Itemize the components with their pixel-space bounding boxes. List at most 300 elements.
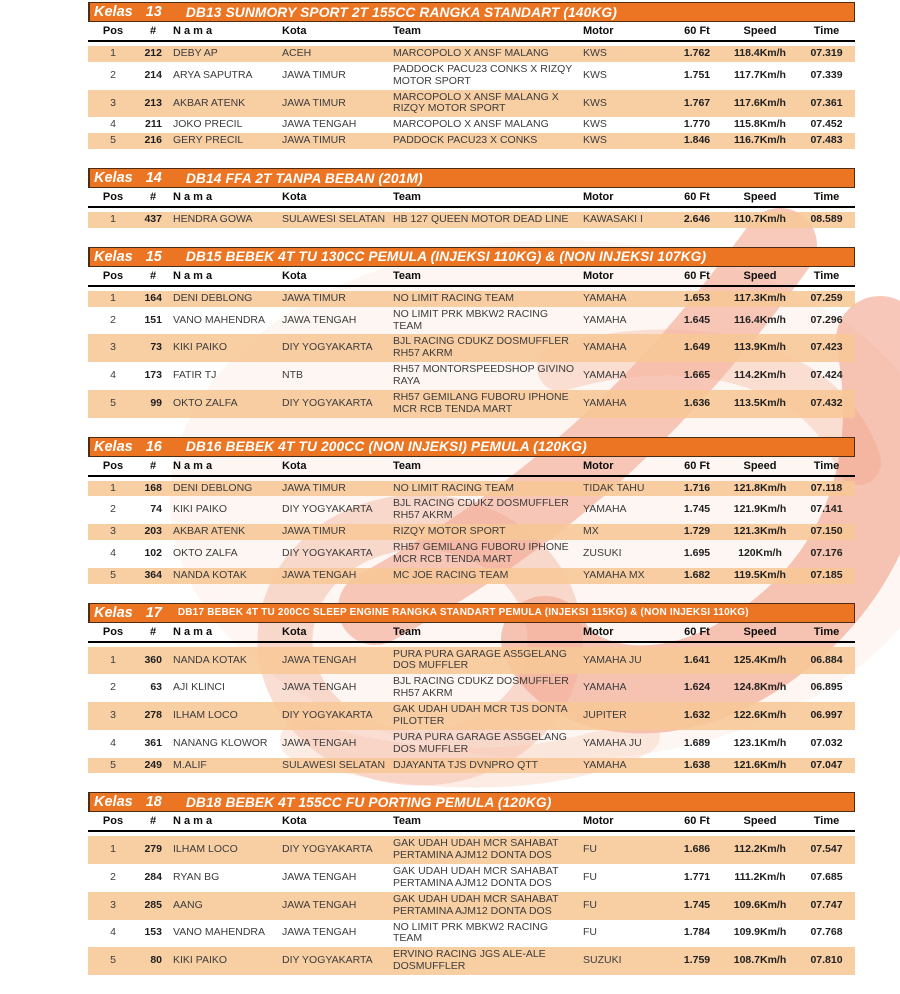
cell-kota: JAWA TENGAH xyxy=(282,736,357,749)
cell-motor: KAWASAKI I xyxy=(583,213,643,226)
cell-time: 07.483 xyxy=(810,134,843,147)
column-header-kota: Kota xyxy=(277,813,388,831)
cell-sixty: 1.632 xyxy=(683,708,711,721)
cell-team: PADDOCK PACU23 CONKS X RIZQY MOTOR SPORT xyxy=(393,62,573,87)
cell-kota: DIY YOGYAKARTA xyxy=(282,708,373,721)
cell-pos: 5 xyxy=(110,396,116,409)
cell-pos: 2 xyxy=(110,871,116,883)
cell-nama: JOKO PRECIL xyxy=(173,118,243,131)
result-row xyxy=(88,702,855,730)
cell-sixty: 1.641 xyxy=(683,653,711,666)
cell-sixty: 1.649 xyxy=(683,341,711,354)
column-header-sixty: 60 Ft xyxy=(672,189,722,207)
column-header-team: Team xyxy=(388,268,578,286)
cell-nama: GERY PRECIL xyxy=(173,134,244,147)
cell-team: GAK UDAH UDAH MCR SAHABAT PERTAMINA AJM12 DONTA DOS xyxy=(393,865,559,889)
cell-kota: JAWA TENGAH xyxy=(282,871,357,883)
cell-kota: DIY YOGYAKARTA xyxy=(282,954,373,967)
cell-speed: 118.4Km/h xyxy=(734,47,786,59)
kelas-number: 16 xyxy=(145,438,162,455)
cell-nama: AANG xyxy=(173,898,203,911)
cell-sixty: 1.759 xyxy=(683,954,711,967)
cell-nama: ILHAM LOCO xyxy=(173,843,238,856)
cell-speed: 116.4Km/h xyxy=(734,313,786,326)
kelas-section xyxy=(88,437,855,584)
cell-sixty: 1.665 xyxy=(683,369,711,382)
cell-num: 211 xyxy=(145,118,162,131)
cell-team: HB 127 QUEEN MOTOR DEAD LINE xyxy=(393,213,569,226)
cell-team: GAK UDAH UDAH MCR SAHABAT PERTAMINA AJM12 DONTA DOS xyxy=(393,892,559,917)
cell-speed: 121.6Km/h xyxy=(733,758,787,771)
kelas-word: Kelas xyxy=(94,438,133,455)
cell-nama: RYAN BG xyxy=(173,871,220,883)
cell-sixty: 1.624 xyxy=(683,681,711,694)
result-row xyxy=(88,362,855,390)
cell-pos: 3 xyxy=(110,898,116,911)
cell-pos: 3 xyxy=(110,96,116,109)
cell-time: 07.141 xyxy=(810,503,843,516)
column-header-nama: N a m a xyxy=(168,268,277,286)
column-header-kota: Kota xyxy=(277,189,388,207)
cell-kota: JAWA TENGAH xyxy=(282,568,357,581)
kelas-word: Kelas xyxy=(94,248,133,265)
result-row xyxy=(88,133,855,149)
cell-motor: JUPITER xyxy=(583,708,627,721)
result-row xyxy=(88,674,855,702)
column-header-nama: N a m a xyxy=(168,458,277,476)
cell-nama: ARYA SAPUTRA xyxy=(173,68,253,81)
cell-num: 99 xyxy=(150,396,162,409)
column-header-pos: Pos xyxy=(88,813,138,831)
cell-team: NO LIMIT RACING TEAM xyxy=(393,481,514,494)
cell-sixty: 1.846 xyxy=(683,134,711,147)
cell-kota: SULAWESI SELATAN xyxy=(282,758,386,771)
cell-motor: YAMAHA xyxy=(583,681,627,694)
result-row xyxy=(88,540,855,568)
cell-motor: FU xyxy=(583,843,597,856)
column-header-pos: Pos xyxy=(88,23,138,41)
column-header-num: # xyxy=(138,458,168,476)
cell-sixty: 1.762 xyxy=(683,47,711,59)
cell-pos: 3 xyxy=(110,341,116,354)
cell-nama: KIKI PAIKO xyxy=(173,503,228,516)
cell-num: 74 xyxy=(150,503,162,516)
cell-team: MARCOPOLO X ANSF MALANG X RIZQY MOTOR SPORT xyxy=(393,90,559,115)
result-row xyxy=(88,947,855,975)
cell-kota: JAWA TENGAH xyxy=(282,653,357,666)
kelas-bar xyxy=(88,792,855,812)
cell-nama: M.ALIF xyxy=(173,758,207,771)
column-header-time: Time xyxy=(798,23,855,41)
cell-speed: 125.4Km/h xyxy=(733,653,787,666)
result-row xyxy=(88,62,855,90)
cell-pos: 5 xyxy=(110,568,116,581)
cell-nama: AKBAR ATENK xyxy=(173,96,246,109)
column-header-num: # xyxy=(138,624,168,642)
cell-motor: TIDAK TAHU xyxy=(583,481,645,494)
cell-time: 07.296 xyxy=(810,313,843,326)
column-header-nama: N a m a xyxy=(168,624,277,642)
cell-sixty: 1.682 xyxy=(683,568,711,581)
column-header-nama: N a m a xyxy=(168,23,277,41)
cell-pos: 1 xyxy=(110,481,116,494)
cell-kota: JAWA TIMUR xyxy=(282,96,346,109)
cell-time: 08.589 xyxy=(810,213,843,226)
cell-pos: 1 xyxy=(110,843,116,856)
column-header-pos: Pos xyxy=(88,268,138,286)
column-header-kota: Kota xyxy=(277,458,388,476)
cell-num: 364 xyxy=(144,568,162,581)
cell-speed: 113.9Km/h xyxy=(734,341,786,354)
cell-num: 73 xyxy=(150,341,162,354)
cell-kota: DIY YOGYAKARTA xyxy=(282,396,373,409)
column-header-time: Time xyxy=(798,813,855,831)
result-row xyxy=(88,334,855,362)
cell-motor: YAMAHA xyxy=(583,396,627,409)
result-row xyxy=(88,291,855,307)
column-header-speed: Speed xyxy=(722,813,798,831)
cell-time: 07.424 xyxy=(810,369,843,382)
cell-num: 249 xyxy=(144,758,162,771)
cell-team: PURA PURA GARAGE AS5GELANG DOS MUFFLER xyxy=(393,730,567,755)
cell-speed: 114.2Km/h xyxy=(734,369,786,382)
cell-team: GAK UDAH UDAH MCR SAHABAT PERTAMINA AJM12 DONTA DOS xyxy=(393,837,559,862)
result-row xyxy=(88,212,855,228)
cell-time: 06.997 xyxy=(810,708,843,721)
column-header-num: # xyxy=(138,268,168,286)
kelas-number: 18 xyxy=(145,794,162,811)
result-row xyxy=(88,568,855,584)
column-header-sixty: 60 Ft xyxy=(672,624,722,642)
cell-sixty: 1.695 xyxy=(683,546,711,559)
kelas-title: DB15 BEBEK 4T TU 130CC PEMULA (INJEKSI 110KG) & (NON INJEKSI 107KG) xyxy=(185,249,707,265)
column-header-num: # xyxy=(138,189,168,207)
cell-pos: 1 xyxy=(110,47,116,59)
kelas-title: DB18 BEBEK 4T 155CC FU PORTING PEMULA (120KG) xyxy=(185,794,552,810)
cell-sixty: 1.745 xyxy=(683,898,711,911)
cell-kota: DIY YOGYAKARTA xyxy=(282,341,373,354)
kelas-bar xyxy=(88,247,855,267)
column-header-row xyxy=(88,268,855,286)
cell-motor: YAMAHA xyxy=(583,369,627,382)
results-table xyxy=(88,189,855,228)
cell-team: MARCOPOLO X ANSF MALANG xyxy=(393,47,549,59)
results-page xyxy=(88,2,855,994)
cell-time: 07.176 xyxy=(810,546,843,559)
cell-motor: YAMAHA xyxy=(583,758,627,771)
column-header-kota: Kota xyxy=(277,624,388,642)
cell-nama: VANO MAHENDRA xyxy=(173,313,265,326)
cell-nama: ILHAM LOCO xyxy=(173,708,238,721)
kelas-bar xyxy=(88,437,855,457)
cell-speed: 110.7Km/h xyxy=(734,213,786,226)
cell-nama: NANDA KOTAK xyxy=(173,653,247,666)
cell-nama: KIKI PAIKO xyxy=(173,954,228,967)
column-header-sixty: 60 Ft xyxy=(672,268,722,286)
cell-nama: HENDRA GOWA xyxy=(173,213,253,226)
column-header-row xyxy=(88,813,855,831)
cell-sixty: 1.689 xyxy=(683,736,711,749)
cell-time: 07.118 xyxy=(810,481,843,494)
cell-nama: DENI DEBLONG xyxy=(173,291,253,304)
cell-time: 07.685 xyxy=(810,871,843,883)
cell-speed: 124.8Km/h xyxy=(733,681,787,694)
cell-num: 212 xyxy=(144,47,162,59)
column-header-sixty: 60 Ft xyxy=(672,458,722,476)
cell-motor: YAMAHA xyxy=(583,341,627,354)
cell-pos: 4 xyxy=(110,736,116,749)
result-row xyxy=(88,117,855,133)
cell-kota: JAWA TIMUR xyxy=(282,481,346,494)
cell-kota: DIY YOGYAKARTA xyxy=(282,546,373,559)
cell-speed: 121.9Km/h xyxy=(733,503,787,516)
cell-pos: 4 xyxy=(110,369,116,382)
results-table xyxy=(88,268,855,418)
cell-team: RH57 GEMILANG FUBORU IPHONE MCR RCB TENDA MART xyxy=(393,390,569,415)
cell-pos: 4 xyxy=(110,926,116,939)
cell-kota: JAWA TIMUR xyxy=(282,68,346,81)
kelas-number: 17 xyxy=(145,604,162,621)
cell-nama: OKTO ZALFA xyxy=(173,546,238,559)
column-header-time: Time xyxy=(798,458,855,476)
cell-pos: 2 xyxy=(110,503,116,516)
cell-sixty: 1.770 xyxy=(683,118,711,131)
cell-speed: 117.7Km/h xyxy=(734,68,786,81)
cell-kota: JAWA TENGAH xyxy=(282,898,357,911)
cell-speed: 121.8Km/h xyxy=(733,481,787,494)
column-header-sixty: 60 Ft xyxy=(672,23,722,41)
cell-sixty: 1.653 xyxy=(683,291,711,304)
cell-num: 203 xyxy=(144,525,162,538)
cell-kota: JAWA TENGAH xyxy=(282,681,357,694)
column-header-motor: Motor xyxy=(578,189,672,207)
cell-motor: FU xyxy=(583,871,597,883)
cell-speed: 109.6Km/h xyxy=(733,898,787,911)
cell-num: 164 xyxy=(144,291,162,304)
cell-motor: KWS xyxy=(583,96,607,109)
result-row xyxy=(88,864,855,892)
kelas-title: DB17 BEBEK 4T TU 200CC SLEEP ENGINE RANGKA STANDART PEMULA (INJEKSI 115KG) & (NON INJEKSI 110KG) xyxy=(177,607,749,619)
column-header-time: Time xyxy=(798,268,855,286)
result-row xyxy=(88,481,855,497)
cell-kota: SULAWESI SELATAN xyxy=(282,213,386,226)
cell-nama: AKBAR ATENK xyxy=(173,525,246,538)
cell-nama: OKTO ZALFA xyxy=(173,396,238,409)
cell-num: 80 xyxy=(150,954,162,967)
cell-num: 151 xyxy=(144,313,162,326)
cell-time: 06.884 xyxy=(810,653,843,666)
kelas-word: Kelas xyxy=(94,794,133,811)
cell-sixty: 1.745 xyxy=(683,503,711,516)
kelas-section xyxy=(88,168,855,228)
cell-num: 285 xyxy=(144,898,162,911)
column-header-speed: Speed xyxy=(722,458,798,476)
kelas-word: Kelas xyxy=(94,604,133,621)
cell-kota: JAWA TENGAH xyxy=(282,926,357,939)
kelas-title: DB16 BEBEK 4T TU 200CC (NON INJEKSI) PEMULA (120KG) xyxy=(185,439,587,455)
cell-kota: JAWA TIMUR xyxy=(282,134,346,147)
cell-kota: JAWA TIMUR xyxy=(282,525,346,538)
column-header-team: Team xyxy=(388,23,578,41)
column-header-row xyxy=(88,23,855,41)
column-header-motor: Motor xyxy=(578,23,672,41)
cell-kota: ACEH xyxy=(282,47,312,59)
kelas-word: Kelas xyxy=(94,170,133,187)
cell-sixty: 1.636 xyxy=(683,396,711,409)
result-row xyxy=(88,730,855,758)
column-header-team: Team xyxy=(388,624,578,642)
kelas-word: Kelas xyxy=(94,4,133,20)
cell-num: 63 xyxy=(150,681,162,694)
cell-pos: 2 xyxy=(110,681,116,694)
cell-num: 279 xyxy=(144,843,162,856)
cell-kota: JAWA TENGAH xyxy=(282,313,357,326)
cell-team: RH57 MONTORSPEEDSHOP GIVINO RAYA xyxy=(393,363,575,388)
cell-num: 153 xyxy=(144,926,162,939)
column-header-row xyxy=(88,624,855,642)
kelas-section xyxy=(88,792,855,975)
cell-team: BJL RACING CDUKZ DOSMUFFLER RH57 AKRM xyxy=(393,497,569,522)
cell-time: 07.319 xyxy=(810,47,843,59)
cell-speed: 120Km/h xyxy=(738,546,782,559)
column-header-row xyxy=(88,458,855,476)
cell-team: MC JOE RACING TEAM xyxy=(393,568,509,581)
cell-sixty: 1.729 xyxy=(683,525,711,538)
column-header-speed: Speed xyxy=(722,624,798,642)
cell-num: 216 xyxy=(144,134,162,147)
cell-motor: SUZUKI xyxy=(583,954,622,967)
cell-pos: 3 xyxy=(110,708,116,721)
cell-team: MARCOPOLO X ANSF MALANG xyxy=(393,118,549,131)
cell-speed: 111.2Km/h xyxy=(734,871,786,883)
column-header-speed: Speed xyxy=(722,268,798,286)
cell-sixty: 2.646 xyxy=(683,213,711,226)
column-header-kota: Kota xyxy=(277,268,388,286)
column-header-num: # xyxy=(138,813,168,831)
cell-num: 173 xyxy=(144,369,162,382)
results-table xyxy=(88,624,855,774)
kelas-bar xyxy=(88,2,855,22)
cell-team: NO LIMIT PRK MBKW2 RACING TEAM xyxy=(393,307,548,332)
cell-pos: 4 xyxy=(110,546,116,559)
column-header-kota: Kota xyxy=(277,23,388,41)
result-row xyxy=(88,758,855,774)
column-header-pos: Pos xyxy=(88,624,138,642)
cell-nama: FATIR TJ xyxy=(173,369,217,382)
result-row xyxy=(88,892,855,920)
cell-kota: NTB xyxy=(282,369,303,382)
result-row xyxy=(88,46,855,62)
kelas-bar xyxy=(88,168,855,188)
cell-motor: YAMAHA xyxy=(583,313,627,326)
cell-motor: YAMAHA MX xyxy=(583,568,645,581)
column-header-row xyxy=(88,189,855,207)
cell-kota: DIY YOGYAKARTA xyxy=(282,503,373,516)
cell-nama: NANDA KOTAK xyxy=(173,568,247,581)
cell-pos: 4 xyxy=(110,118,116,131)
cell-motor: YAMAHA JU xyxy=(583,653,642,666)
cell-speed: 117.6Km/h xyxy=(734,96,786,109)
cell-nama: NANANG KLOWOR xyxy=(173,736,268,749)
result-row xyxy=(88,836,855,864)
cell-pos: 1 xyxy=(110,653,116,666)
column-header-motor: Motor xyxy=(578,624,672,642)
column-header-time: Time xyxy=(798,189,855,207)
cell-time: 07.452 xyxy=(810,118,843,131)
result-row xyxy=(88,90,855,118)
column-header-motor: Motor xyxy=(578,813,672,831)
cell-pos: 2 xyxy=(110,313,116,326)
cell-num: 278 xyxy=(144,708,162,721)
cell-motor: YAMAHA xyxy=(583,291,627,304)
cell-pos: 5 xyxy=(110,954,116,967)
result-row xyxy=(88,496,855,524)
cell-team: PURA PURA GARAGE AS5GELANG DOS MUFFLER xyxy=(393,647,567,672)
cell-time: 07.339 xyxy=(810,68,843,81)
cell-time: 07.747 xyxy=(810,898,843,911)
cell-num: 102 xyxy=(144,546,162,559)
kelas-number: 15 xyxy=(145,248,162,265)
cell-nama: DEBY AP xyxy=(173,47,218,59)
kelas-section xyxy=(88,603,855,774)
cell-speed: 123.1Km/h xyxy=(733,736,787,749)
column-header-team: Team xyxy=(388,813,578,831)
cell-motor: KWS xyxy=(583,118,607,131)
cell-nama: KIKI PAIKO xyxy=(173,341,228,354)
column-header-speed: Speed xyxy=(722,23,798,41)
cell-sixty: 1.645 xyxy=(683,313,711,326)
cell-team: NO LIMIT PRK MBKW2 RACING TEAM xyxy=(393,920,548,945)
cell-speed: 112.2Km/h xyxy=(734,843,786,856)
cell-num: 214 xyxy=(144,68,162,81)
cell-num: 168 xyxy=(144,481,162,494)
cell-time: 07.150 xyxy=(810,525,843,538)
column-header-motor: Motor xyxy=(578,458,672,476)
cell-sixty: 1.638 xyxy=(683,758,711,771)
cell-speed: 119.5Km/h xyxy=(734,568,786,581)
result-row xyxy=(88,307,855,335)
cell-team: BJL RACING CDUKZ DOSMUFFLER RH57 AKRM xyxy=(393,335,569,360)
cell-speed: 122.6Km/h xyxy=(733,708,787,721)
results-table xyxy=(88,458,855,584)
cell-team: PADDOCK PACU23 X CONKS xyxy=(393,134,538,147)
cell-num: 213 xyxy=(144,96,162,109)
cell-motor: FU xyxy=(583,926,597,939)
cell-kota: DIY YOGYAKARTA xyxy=(282,843,373,856)
cell-speed: 109.9Km/h xyxy=(733,926,787,939)
column-header-sixty: 60 Ft xyxy=(672,813,722,831)
kelas-number: 14 xyxy=(145,170,162,187)
cell-motor: KWS xyxy=(583,134,607,147)
cell-team: DJAYANTA TJS DVNPRO QTT xyxy=(393,758,539,771)
result-row xyxy=(88,647,855,675)
cell-team: RH57 GEMILANG FUBORU IPHONE MCR RCB TENDA MART xyxy=(393,541,569,565)
cell-num: 284 xyxy=(144,871,162,883)
cell-speed: 116.7Km/h xyxy=(734,134,786,147)
kelas-number: 13 xyxy=(145,4,162,20)
cell-time: 07.547 xyxy=(810,843,843,856)
cell-num: 437 xyxy=(144,213,162,226)
cell-sixty: 1.784 xyxy=(683,926,711,939)
column-header-nama: N a m a xyxy=(168,189,277,207)
cell-time: 07.423 xyxy=(810,341,843,354)
kelas-bar xyxy=(88,603,855,623)
cell-team: ERVINO RACING JGS ALE-ALE DOSMUFFLER xyxy=(393,948,546,973)
cell-num: 360 xyxy=(144,653,162,666)
cell-time: 07.361 xyxy=(810,96,843,109)
cell-nama: VANO MAHENDRA xyxy=(173,926,265,939)
kelas-section xyxy=(88,2,855,149)
